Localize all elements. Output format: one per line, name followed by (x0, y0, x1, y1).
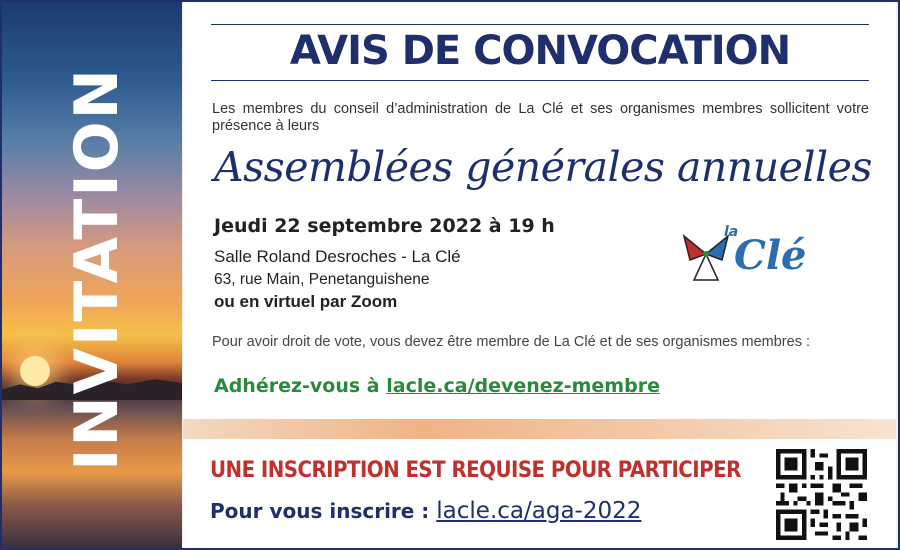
title-rule-top (211, 24, 869, 25)
page-title: AVIS DE CONVOCATION (289, 28, 791, 74)
registration-required: UNE INSCRIPTION EST REQUISE POUR PARTICIPER (210, 458, 741, 483)
invitation-label: INVITATION (62, 67, 132, 471)
event-venue: Salle Roland Desroches - La Clé (214, 247, 461, 266)
event-name: Assemblées générales annuelles (214, 143, 872, 191)
sunset-band (183, 419, 896, 439)
title-rule-bottom (211, 80, 869, 81)
membership-cta-prefix: Adhérez-vous à (214, 375, 380, 397)
registration-prefix: Pour vous inscrire : (210, 499, 430, 523)
logo-la-text: la (724, 224, 739, 240)
la-cle-logo (676, 222, 846, 286)
registration-link[interactable]: lacle.ca/aga-2022 (436, 498, 642, 524)
vote-note: Pour avoir droit de vote, vous devez être membre de La Clé et de ses organismes membres : (212, 334, 811, 350)
event-date: Jeudi 22 septembre 2022 à 19 h (214, 215, 555, 237)
membership-cta (214, 375, 660, 397)
intro-text: Les membres du conseil d’administration de La Clé et ses organismes membres sollicitent votre présence à leurs (212, 101, 869, 134)
event-virtual: ou en virtuel par Zoom (214, 292, 398, 311)
qr-code[interactable] (776, 449, 867, 540)
registration-line (210, 498, 641, 524)
logo-cle-text: Clé (734, 232, 807, 279)
membership-link[interactable]: lacle.ca/devenez-membre (386, 375, 660, 397)
event-address: 63, rue Main, Penetanguishene (214, 271, 430, 288)
sun-graphic (20, 356, 50, 386)
